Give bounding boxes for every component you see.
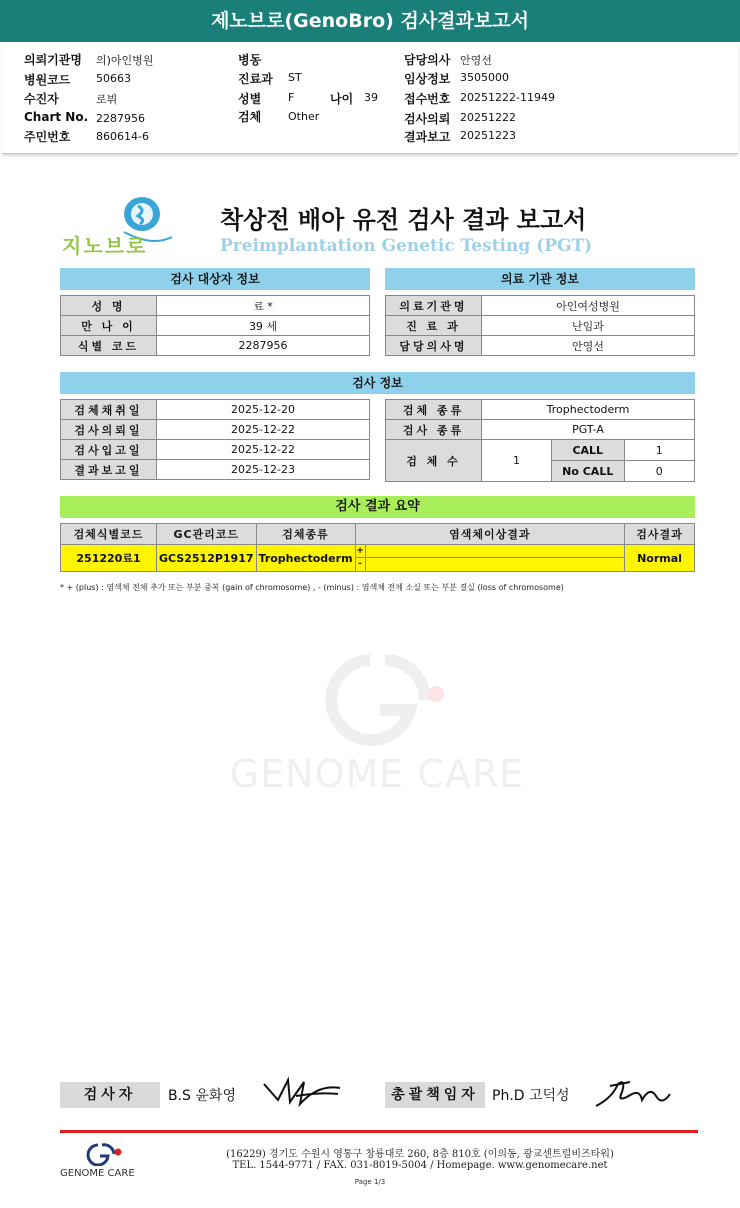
hospital-value: 의)아인병원 — [96, 54, 154, 67]
institution-name-label: 의료기관명 — [386, 296, 482, 316]
institution-doctor-label: 담당의사명 — [386, 336, 482, 356]
institution-doctor-value: 안영선 — [482, 336, 695, 356]
institution-dept-label: 진 료 과 — [386, 316, 482, 336]
genome-care-footer-logo-icon — [84, 1142, 126, 1166]
age-value: 39 — [364, 91, 378, 104]
report-header-title: 제노브로(GenoBro) 검사결과보고서 — [0, 0, 740, 42]
specimen-type-value: Trophectoderm — [482, 400, 695, 420]
test-dates-table — [60, 399, 370, 480]
genome-care-watermark-icon — [300, 650, 450, 750]
minus-marker: - — [356, 558, 366, 571]
subject-id-value: 2287956 — [157, 336, 370, 356]
specimen-label: 검체 — [238, 110, 262, 124]
test-type-table — [385, 399, 695, 482]
dept-label: 진료과 — [238, 72, 273, 86]
nocall-value: 0 — [655, 464, 663, 478]
summary-header: 검사 결과 요약 — [60, 496, 695, 518]
report-value: 20251223 — [460, 129, 516, 142]
table-row — [61, 545, 695, 572]
patient-label: 수진자 — [24, 92, 59, 106]
sex-label: 성별 — [238, 92, 262, 106]
summary-table — [60, 523, 695, 572]
col-specimen-type: 검체종류 — [256, 524, 355, 545]
request-value: 20251222 — [460, 111, 516, 124]
nocall-label: No CALL — [552, 461, 624, 481]
col-gc-code: GC관리코드 — [157, 524, 257, 545]
chart-label: Chart No. — [24, 110, 89, 124]
subject-name-label: 성 명 — [61, 296, 157, 316]
subject-age-label: 만 나 이 — [61, 316, 157, 336]
footer-contact: TEL. 1544-9771 / FAX. 031-8019-5004 / Homepage. www.genomecare.net — [232, 1160, 608, 1171]
specimen-id-value: 251220료1 — [61, 545, 157, 572]
specimen-type-cell: Trophectoderm — [256, 545, 355, 572]
report-date-value: 2025-12-23 — [157, 460, 370, 480]
plus-marker: + — [356, 546, 364, 556]
clinical-value: 3505000 — [460, 71, 509, 84]
tester-signature-icon — [260, 1074, 342, 1110]
clinical-label: 임상정보 — [404, 72, 451, 86]
legend-footnote: * + (plus) : 염색체 전체 추가 또는 부분 중복 (gain of chromosome) , - (minus) : 염색체 전체 소실 또는 부분 결실 (loss of chromosome) — [60, 583, 564, 592]
test-info-header: 검사 정보 — [60, 372, 695, 394]
report-subtitle: Preimplantation Genetic Testing (PGT) — [220, 236, 593, 256]
subject-info-table — [60, 295, 370, 356]
receipt-value: 20251222-11949 — [460, 91, 555, 104]
specimen-type-label: 검체 종류 — [386, 400, 482, 420]
footer-divider — [60, 1130, 698, 1133]
sex-value: F — [288, 91, 295, 104]
rrn-label: 주민번호 — [24, 130, 71, 144]
test-result-value: Normal — [625, 545, 695, 572]
doctor-label: 담당의사 — [404, 53, 451, 67]
rrn-value: 860614-6 — [96, 130, 149, 143]
code-value: 50663 — [96, 72, 131, 85]
report-title: 착상전 배아 유전 검사 결과 보고서 — [220, 206, 587, 234]
call-value: 1 — [655, 443, 663, 457]
ward-label: 병동 — [238, 53, 262, 67]
institution-info-table — [385, 295, 695, 356]
page-number: Page 1/3 — [354, 1178, 386, 1186]
collect-date-value: 2025-12-20 — [157, 400, 370, 420]
institution-dept-value: 난임과 — [482, 316, 695, 336]
director-name: Ph.D 고덕성 — [492, 1088, 570, 1104]
col-test-result: 검사결과 — [625, 524, 695, 545]
report-date-label: 결과보고일 — [61, 460, 157, 480]
hospital-label: 의뢰기관명 — [24, 53, 82, 67]
dept-value: ST — [288, 71, 302, 84]
receive-date-label: 검사입고일 — [61, 440, 157, 460]
request-label: 검사의뢰 — [404, 112, 451, 126]
col-chromosome-result: 염색체이상결과 — [355, 524, 624, 545]
institution-name-value: 아인여성병원 — [482, 296, 695, 316]
institution-info-header: 의료 기관 정보 — [385, 268, 695, 290]
subject-info-header: 검사 대상자 정보 — [60, 268, 370, 290]
patient-info-panel — [2, 42, 738, 154]
test-type-value: PGT-A — [482, 420, 695, 440]
chart-value: 2287956 — [96, 112, 145, 125]
director-signature-icon — [592, 1074, 674, 1110]
collect-date-label: 검체채취일 — [61, 400, 157, 420]
tester-label: 검사자 — [60, 1082, 160, 1108]
specimen-count-value: 1 — [482, 440, 552, 482]
code-label: 병원코드 — [24, 73, 71, 87]
subject-age-value: 39 세 — [157, 316, 370, 336]
gc-code-value: GCS2512P1917 — [157, 545, 257, 572]
footer-address: (16229) 경기도 수원시 영통구 창룡대로 260, 8층 810호 (이의동, 광교센트럴비즈타워) — [226, 1149, 614, 1160]
col-specimen-id: 검체식별코드 — [61, 524, 157, 545]
director-label: 총괄책임자 — [385, 1082, 485, 1108]
receive-date-value: 2025-12-22 — [157, 440, 370, 460]
test-type-label: 검사 종류 — [386, 420, 482, 440]
age-label: 나이 — [330, 92, 354, 106]
report-label: 결과보고 — [404, 130, 451, 144]
genobro-logo-text: 지노브로 — [62, 234, 148, 258]
tester-name: B.S 윤화영 — [168, 1088, 236, 1104]
patient-value: 로뷔 — [96, 93, 118, 106]
subject-id-label: 식별 코드 — [61, 336, 157, 356]
specimen-count-label: 검 체 수 — [386, 440, 482, 482]
call-label: CALL — [552, 440, 624, 460]
specimen-value: Other — [288, 110, 320, 123]
genome-care-footer-logo-text: GENOME CARE — [60, 1168, 135, 1179]
request-date-value: 2025-12-22 — [157, 420, 370, 440]
doctor-value: 안영선 — [460, 54, 492, 67]
genome-care-watermark-text: GENOME CARE — [229, 752, 525, 796]
receipt-label: 접수번호 — [404, 92, 451, 106]
request-date-label: 검사의뢰일 — [61, 420, 157, 440]
subject-name-value: 료 * — [157, 296, 370, 316]
